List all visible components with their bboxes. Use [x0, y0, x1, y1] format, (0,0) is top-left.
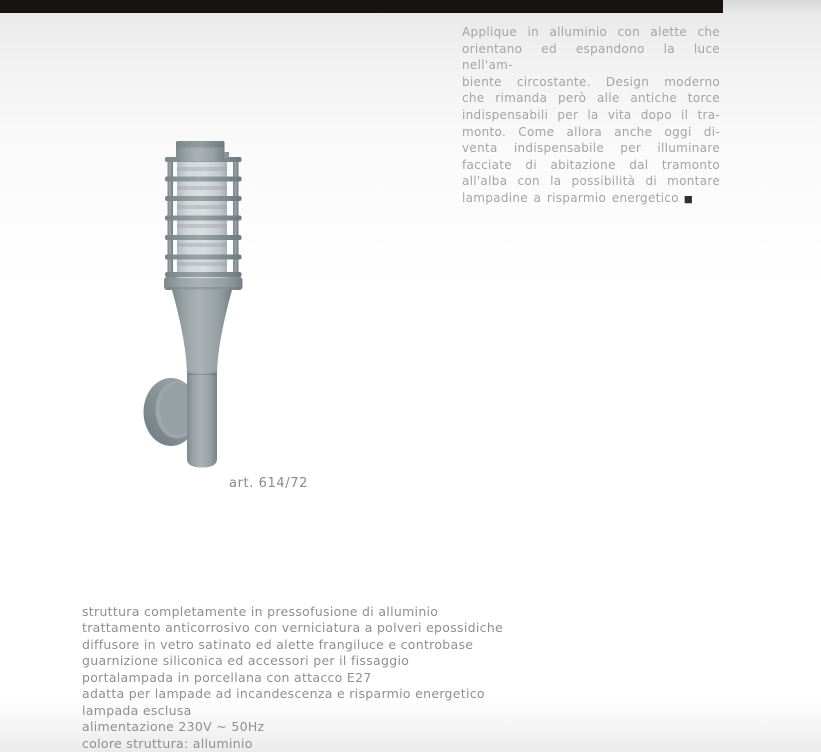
intro-paragraph [462, 24, 720, 209]
end-square-icon: ■ [683, 193, 693, 205]
spec-line: lampada esclusa [82, 702, 192, 718]
specs-list [82, 604, 503, 752]
product-caption: art. 614/72 [229, 476, 309, 491]
lamp-collar [164, 277, 243, 290]
intro-line: all'alba con la possibilità di montare [462, 174, 720, 189]
intro-line: che rimanda però alle antiche torce [462, 91, 720, 106]
spec-line: portalampada in porcellana con attacco E27 [82, 669, 372, 685]
lamp-cap [176, 141, 229, 161]
lamp-stem [172, 290, 232, 374]
intro-line: facciate di abitazione dal tramonto [462, 157, 720, 172]
product-image [140, 136, 248, 470]
spec-line: trattamento anticorrosivo con verniciatura a polveri epossidiche [82, 620, 504, 636]
intro-line: monto. Come allora anche oggi di- [462, 124, 720, 139]
lamp-tube [187, 372, 217, 468]
spec-line: alimentazione 230V ~ 50Hz [82, 719, 265, 735]
spec-line: guarnizione siliconica ed accessori per il fissaggio [82, 653, 410, 669]
intro-last-line [462, 190, 720, 209]
intro-line: Applique in alluminio con alette che [462, 25, 720, 39]
spec-line: struttura completamente in pressofusione di alluminio [82, 604, 439, 619]
intro-line: orientano ed espandono la luce nell'am- [462, 41, 720, 73]
intro-line: venta indispensabile per illuminare [462, 141, 720, 156]
intro-line: biente circostante. Design moderno [462, 74, 720, 89]
spec-line: diffusore in vetro satinato ed alette frangiluce e controbase [82, 636, 474, 652]
spec-line: colore struttura: alluminio [82, 735, 253, 751]
intro-line: indispensabili per la vita dopo il tra- [462, 107, 720, 122]
spec-line: adatta per lampade ad incandescenza e risparmio energetico [82, 686, 485, 702]
top-black-bar [0, 0, 723, 13]
intro-line: lampadine a risparmio energetico [462, 190, 679, 205]
